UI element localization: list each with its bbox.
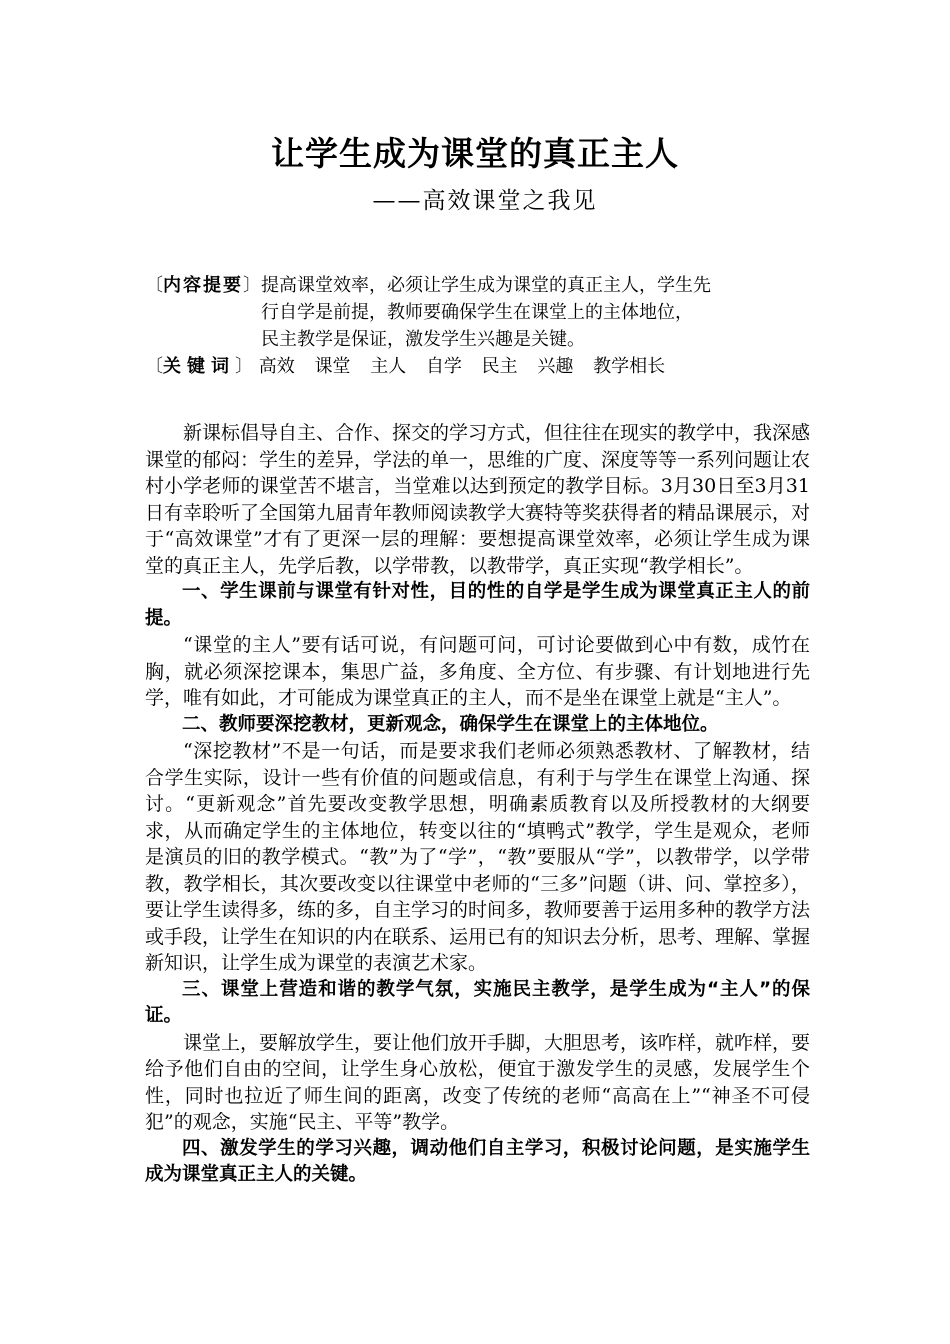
abstract-label — [145, 272, 261, 353]
keyword: 课堂 — [314, 356, 351, 377]
keyword: 主人 — [370, 356, 407, 377]
body-paragraph: 新课标倡导自主、合作、探交的学习方式，但往往在现实的教学中，我深感课堂的郁闷：学生的差异，学法的单一，思维的广度、深度等等一系列问题让农村小学老师的课堂苦不堪言，当堂难以达到预定的教学目标。3月30日至3月31日有幸聆听了全国第九届青年教师阅读教学大赛特等奖获得者的精品课展示，对于“高效课堂”才有了更深一层的理解：要想提高课堂效率，必须让学生成为课堂的真正主人，先学后教，以学带教，以教带学，真正实现“教学相长”。 — [145, 422, 811, 577]
page-title: 让学生成为课堂的真正主人 — [271, 134, 679, 173]
keyword: 自学 — [425, 356, 462, 377]
body-paragraph: “深挖教材”不是一句话，而是要求我们老师必须熟悉教材、了解教材，结合学生实际，设计一些有价值的问题或信息，有利于与学生在课堂上沟通、探讨。“更新观念”首先要改变教学思想，明确素质教育以及所授教材的大纲要求，从而确定学生的主体地位，转变以往的“填鸭式”教学，学生是观众，老师是演员的旧的教学模式。“教”为了“学”，“教”要服从“学”，以教带学，以学带教，教学相长，其次要改变以往课堂中老师的“三多”问题（讲、问、掌控多），要让学生读得多，练的多，自主学习的时间多，教师要善于运用多种的教学方法或手段，让学生在知识的内在联系、运用已有的知识去分析，思考、理解、掌握新知识，让学生成为课堂的表演艺术家。 — [145, 740, 811, 974]
keywords-label-text: 关键词 — [163, 356, 235, 377]
keyword: 高效 — [258, 356, 295, 377]
abstract-label-open: 〔 — [145, 275, 163, 296]
keywords-row — [145, 353, 825, 380]
abstract-text — [261, 272, 825, 353]
section-heading-2: 二、教师要深挖教材，更新观念，确保学生在课堂上的主体地位。 — [182, 713, 719, 735]
page-subtitle: ——高效课堂之我见 — [372, 188, 598, 214]
abstract-section — [145, 272, 825, 380]
article-body — [145, 420, 810, 1189]
keywords-label — [145, 356, 253, 377]
keyword: 兴趣 — [537, 356, 574, 377]
abstract-line: 提高课堂效率，必须让学生成为课堂的真正主人，学生先 — [261, 275, 711, 296]
keywords-label-close: 〕 — [235, 356, 253, 377]
body-paragraph: “课堂的主人”要有话可说，有问题可问，可讨论要做到心中有数，成竹在胸，就必须深挖课本，集思广益，多角度、全方位、有步骤、有计划地进行先学，唯有如此，才可能成为课堂真正的主人，而不是坐在课堂上就是“主人”。 — [145, 634, 810, 709]
section-heading-3: 三、课堂上营造和谐的教学气氛，实施民主教学，是学生成为“主人”的保证。 — [145, 978, 810, 1026]
abstract-row — [145, 272, 825, 353]
section-heading-4: 四、激发学生的学习兴趣，调动他们自主学习，积极讨论问题，是实施学生成为课堂真正主人的关键。 — [145, 1137, 810, 1185]
keywords-label-open: 〔 — [145, 356, 163, 377]
abstract-line: 民主教学是保证，激发学生兴趣是关键。 — [261, 329, 585, 350]
section-heading-1: 一、学生课前与课堂有针对性，目的性的自学是学生成为课堂真正主人的前提。 — [145, 581, 810, 629]
abstract-label-close: 〕 — [243, 275, 261, 296]
abstract-line: 行自学是前提，教师要确保学生在课堂上的主体地位， — [261, 302, 693, 323]
body-paragraph: 课堂上，要解放学生，要让他们放开手脚，大胆思考，该咋样，就咋样，要给予他们自由的空间，让学生身心放松，便宜于激发学生的灵感，发展学生个性，同时也拉近了师生间的距离，改变了传统的老师“高高在上”“神圣不可侵犯”的观念，实施“民主、平等”教学。 — [145, 1031, 811, 1133]
keyword: 教学相长 — [593, 356, 666, 377]
abstract-label-text: 内容提要 — [163, 275, 243, 296]
keyword: 民主 — [481, 356, 518, 377]
